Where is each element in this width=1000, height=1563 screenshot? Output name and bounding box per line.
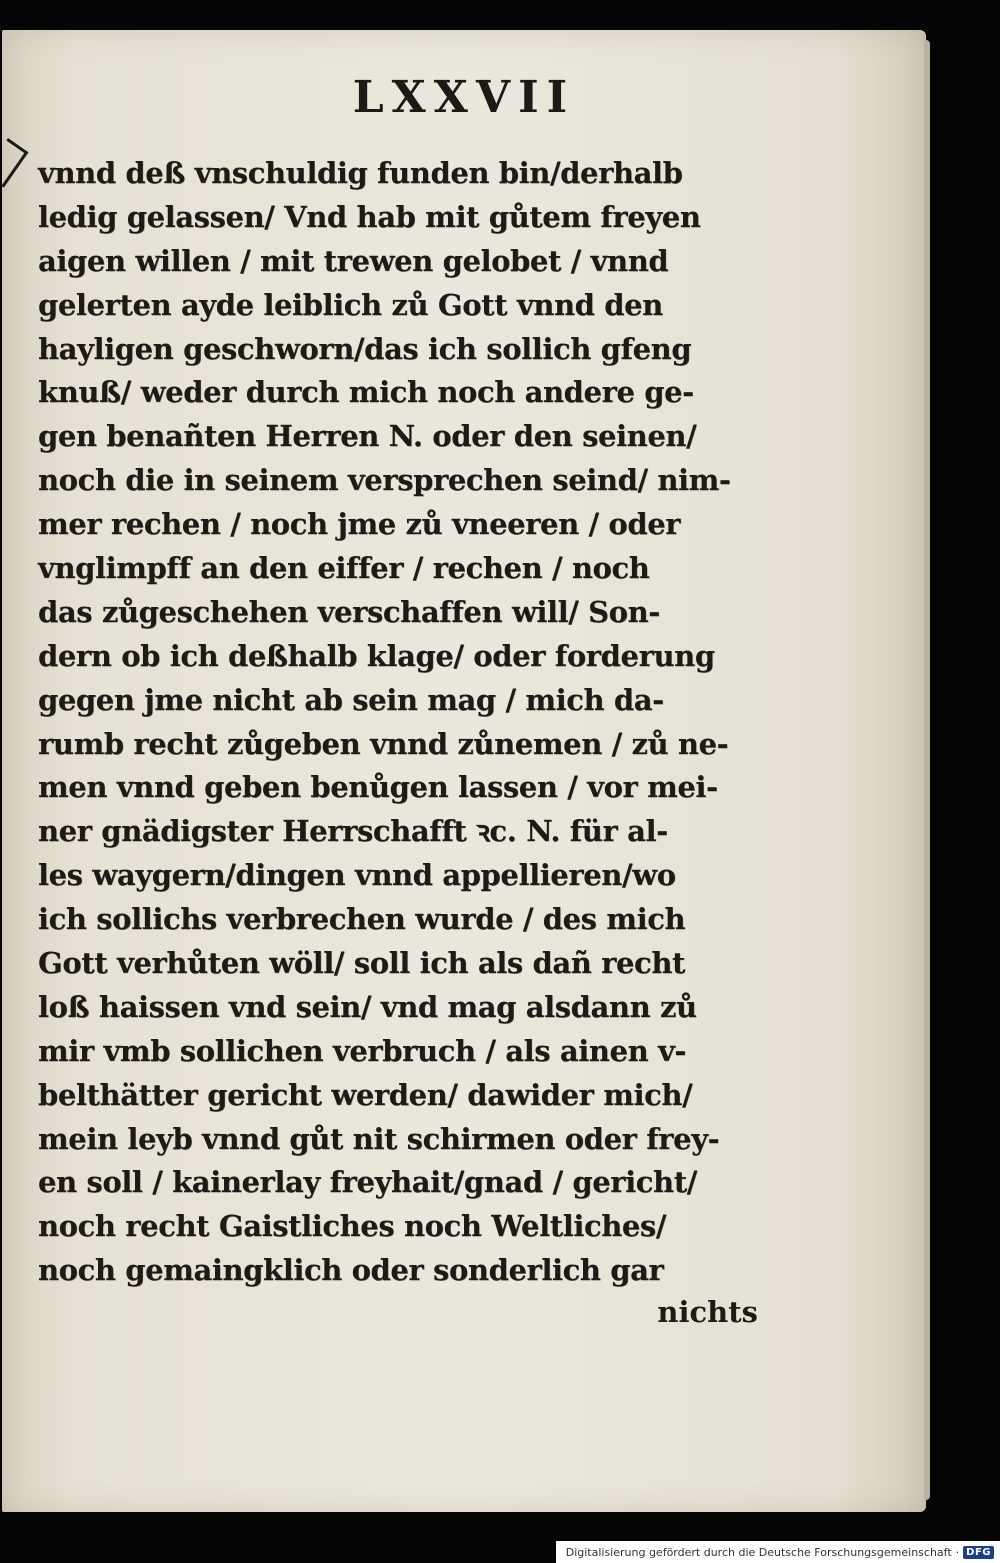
- footer-separator: ·: [955, 1545, 960, 1559]
- text-line: dern ob ich deßhalb klage/ oder forderung: [38, 638, 715, 673]
- text-line: gegen jme nicht ab sein mag / mich da-: [38, 682, 664, 717]
- text-line: rumb recht zůgeben vnnd zůnemen / zů ne-: [38, 726, 729, 761]
- text-line: vnglimpff an den eiffer / rechen / noch: [38, 551, 650, 586]
- text-line: vnnd deß vnschuldig funden bin/derhalb: [38, 156, 683, 190]
- text-line: aigen willen / mit trewen gelobet / vnnd: [38, 243, 669, 278]
- text-line: mein leyb vnnd gůt nit schirmen oder frey-: [38, 1121, 720, 1156]
- text-line: ledig gelassen/ Vnd hab mit gůtem freyen: [38, 199, 701, 234]
- text-line: knuß/ weder durch mich noch andere ge-: [38, 375, 694, 410]
- folio-number: LXXVII: [352, 72, 576, 123]
- margin-bracket-mark: [0, 138, 28, 188]
- text-line: gen benañten Herren N. oder den seinen/: [38, 419, 697, 454]
- text-line: en soll / kainerlay freyhait/gnad / gericht/: [38, 1165, 697, 1200]
- text-line: les waygern/dingen vnnd appellieren/wo: [38, 858, 676, 893]
- text-line: ner gnädigster Herrschafft ꝛc. N. für al-: [38, 814, 668, 849]
- catchword: nichts: [657, 1295, 758, 1329]
- text-line: gelerten ayde leiblich zů Gott vnnd den: [38, 287, 663, 322]
- text-line: noch gemaingklich oder sonderlich gar: [38, 1253, 664, 1288]
- text-line: mir vmb sollichen verbruch / als ainen v-: [38, 1033, 687, 1068]
- dfg-logo: DFG: [963, 1546, 994, 1559]
- funding-footer: [556, 1541, 1000, 1563]
- text-line: das zůgeschehen verschaffen will/ Son-: [38, 594, 660, 629]
- page-edge: [924, 40, 930, 1500]
- text-line: ich sollichs verbrechen wurde / des mich: [38, 902, 686, 937]
- text-line: loß haissen vnd sein/ vnd mag alsdann zů: [38, 989, 697, 1024]
- text-line: belthätter gericht werden/ dawider mich/: [38, 1077, 693, 1112]
- text-line: noch die in seinem versprechen seind/ nim-: [38, 463, 731, 498]
- text-line: hayligen geschworn/das ich sollich gfeng: [38, 331, 692, 366]
- book-page: [2, 30, 926, 1512]
- text-line: mer rechen / noch jme zů vneeren / oder: [38, 507, 681, 542]
- body-text: [38, 152, 758, 1293]
- text-line: men vnnd geben benůgen lassen / vor mei-: [38, 770, 718, 805]
- text-line: noch recht Gaistliches noch Weltliches/: [38, 1209, 667, 1244]
- text-line: Gott verhůten wöll/ soll ich als dañ recht: [38, 946, 686, 981]
- funding-text: Digitalisierung gefördert durch die Deutsche Forschungsgemeinschaft: [565, 1545, 952, 1559]
